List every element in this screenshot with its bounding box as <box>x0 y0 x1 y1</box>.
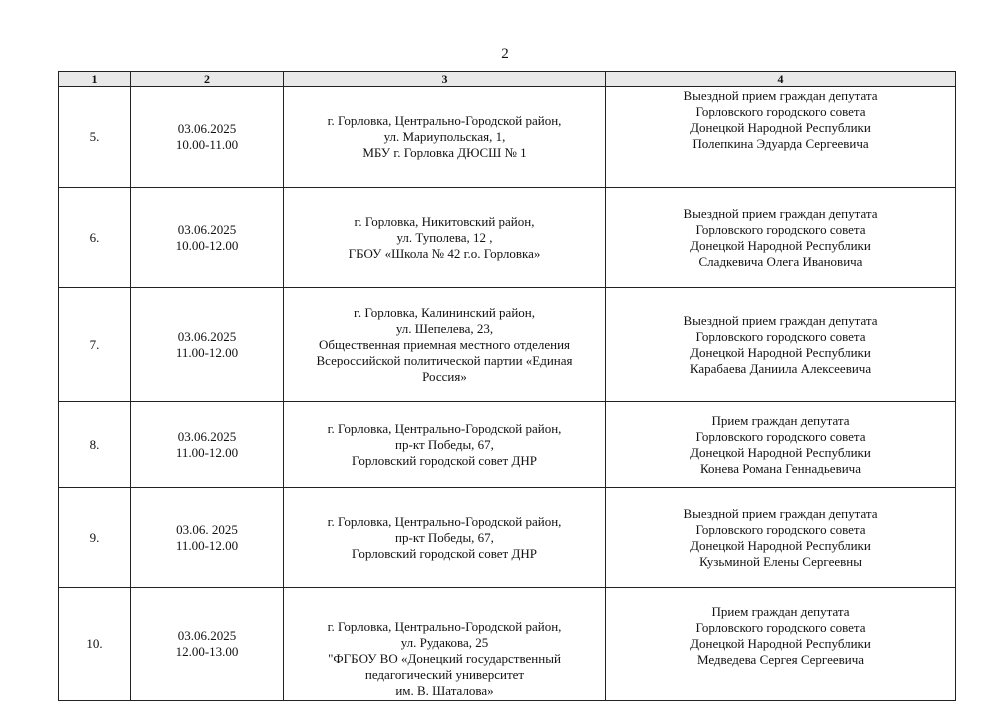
description-line: Выездной прием граждан депутата <box>683 312 878 328</box>
row-number: 5. <box>59 87 131 188</box>
description-line: Выездной прием граждан депутата <box>683 205 878 221</box>
table-header-row <box>59 72 956 87</box>
description-line: Полепкина Эдуарда Сергеевича <box>692 136 869 151</box>
table-row <box>59 188 956 288</box>
date-time-cell <box>131 588 284 701</box>
address-line: ул. Рудакова, 25 <box>400 635 489 650</box>
description-line: Выездной прием граждан депутата <box>683 88 878 103</box>
description-cell <box>606 588 956 701</box>
description-cell <box>606 288 956 402</box>
address-cell <box>284 402 606 488</box>
time: 10.00-11.00 <box>175 137 239 152</box>
time: 10.00-12.00 <box>175 237 239 253</box>
address-line: ул. Шепелева, 23, <box>395 320 494 336</box>
description-line: Горловского городского совета <box>695 221 866 237</box>
address-line: г. Горловка, Калининский район, <box>354 304 535 320</box>
description-line: Горловского городского совета <box>695 620 866 635</box>
date-time-cell <box>131 87 284 188</box>
address-line: "ФГБОУ ВО «Донецкий государственный <box>328 651 561 666</box>
address-line: пр-кт Победы, 67, <box>395 436 494 452</box>
column-header-4: 4 <box>606 72 956 87</box>
description-line: Донецкой Народной Республики <box>690 636 871 651</box>
address-line: МБУ г. Горловка ДЮСШ № 1 <box>362 145 527 160</box>
date: 03.06.2025 <box>177 328 237 344</box>
date: 03.06.2025 <box>177 221 237 237</box>
description-line: Конева Романа Геннадьевича <box>700 460 861 476</box>
table-row <box>59 488 956 588</box>
description-line: Донецкой Народной Республики <box>690 444 871 460</box>
description-line: Карабаева Даниила Алексеевича <box>689 360 872 376</box>
table-row <box>59 588 956 701</box>
address-line: г. Горловка, Центрально-Городской район, <box>327 513 562 529</box>
column-header-1: 1 <box>59 72 131 87</box>
address-line: г. Горловка, Никитовский район, <box>354 213 535 229</box>
address-line: Россия» <box>422 368 467 384</box>
description-line: Медведева Сергея Сергеевича <box>696 652 865 667</box>
address-cell <box>284 188 606 288</box>
description-line: Выездной прием граждан депутата <box>683 505 878 521</box>
address-cell <box>284 87 606 188</box>
description-cell <box>606 488 956 588</box>
description-cell <box>606 402 956 488</box>
address-line: Всероссийской политической партии «Единая <box>316 352 573 368</box>
column-header-3: 3 <box>284 72 606 87</box>
description-cell <box>606 87 956 188</box>
date-time-cell <box>131 488 284 588</box>
date-time-cell <box>131 402 284 488</box>
date: 03.06. 2025 <box>176 521 238 537</box>
row-number: 10. <box>59 588 131 701</box>
date: 03.06.2025 <box>177 121 237 136</box>
description-line: Донецкой Народной Республики <box>690 120 871 135</box>
description-line: Донецкой Народной Республики <box>690 537 871 553</box>
row-number: 6. <box>59 188 131 288</box>
address-line: Горловский городской совет ДНР <box>352 545 537 561</box>
date: 03.06.2025 <box>177 428 237 444</box>
table-row <box>59 288 956 402</box>
time: 12.00-13.00 <box>175 644 239 659</box>
address-line: ул. Туполева, 12 , <box>396 229 493 245</box>
row-number: 7. <box>59 288 131 402</box>
description-line: Горловского городского совета <box>695 428 866 444</box>
time: 11.00-12.00 <box>175 344 239 360</box>
address-line: г. Горловка, Центрально-Городской район, <box>327 619 562 634</box>
address-line: Общественная приемная местного отделения <box>318 336 571 352</box>
description-line: Горловского городского совета <box>695 328 866 344</box>
description-line: Прием граждан депутата <box>711 412 850 428</box>
address-line: ул. Мариупольская, 1, <box>383 129 506 144</box>
address-cell <box>284 588 606 701</box>
date-time-cell <box>131 288 284 402</box>
schedule-table <box>58 71 956 701</box>
description-line: Донецкой Народной Республики <box>690 237 871 253</box>
description-line: Прием граждан депутата <box>711 604 850 619</box>
address-line: пр-кт Победы, 67, <box>395 529 494 545</box>
time: 11.00-12.00 <box>175 537 239 553</box>
address-line: Горловский городской совет ДНР <box>352 452 537 468</box>
time: 11.00-12.00 <box>175 444 239 460</box>
address-line: ГБОУ «Школа № 42 г.о. Горловка» <box>348 245 541 261</box>
description-line: Кузьминой Елены Сергеевны <box>699 553 862 569</box>
address-line: г. Горловка, Центрально-Городской район, <box>327 113 562 128</box>
column-header-2: 2 <box>131 72 284 87</box>
description-line: Сладкевича Олега Ивановича <box>698 253 863 269</box>
date: 03.06.2025 <box>177 628 237 643</box>
date-time-cell <box>131 188 284 288</box>
table-row <box>59 402 956 488</box>
table-row <box>59 87 956 188</box>
description-line: Горловского городского совета <box>695 521 866 537</box>
row-number: 9. <box>59 488 131 588</box>
address-line: г. Горловка, Центрально-Городской район, <box>327 420 562 436</box>
address-line: педагогический университет <box>364 667 525 682</box>
description-cell <box>606 188 956 288</box>
address-line: им. В. Шаталова» <box>395 683 494 698</box>
description-line: Горловского городского совета <box>695 104 866 119</box>
description-line: Донецкой Народной Республики <box>690 344 871 360</box>
address-cell <box>284 288 606 402</box>
address-cell <box>284 488 606 588</box>
row-number: 8. <box>59 402 131 488</box>
page-number: 2 <box>501 46 509 62</box>
